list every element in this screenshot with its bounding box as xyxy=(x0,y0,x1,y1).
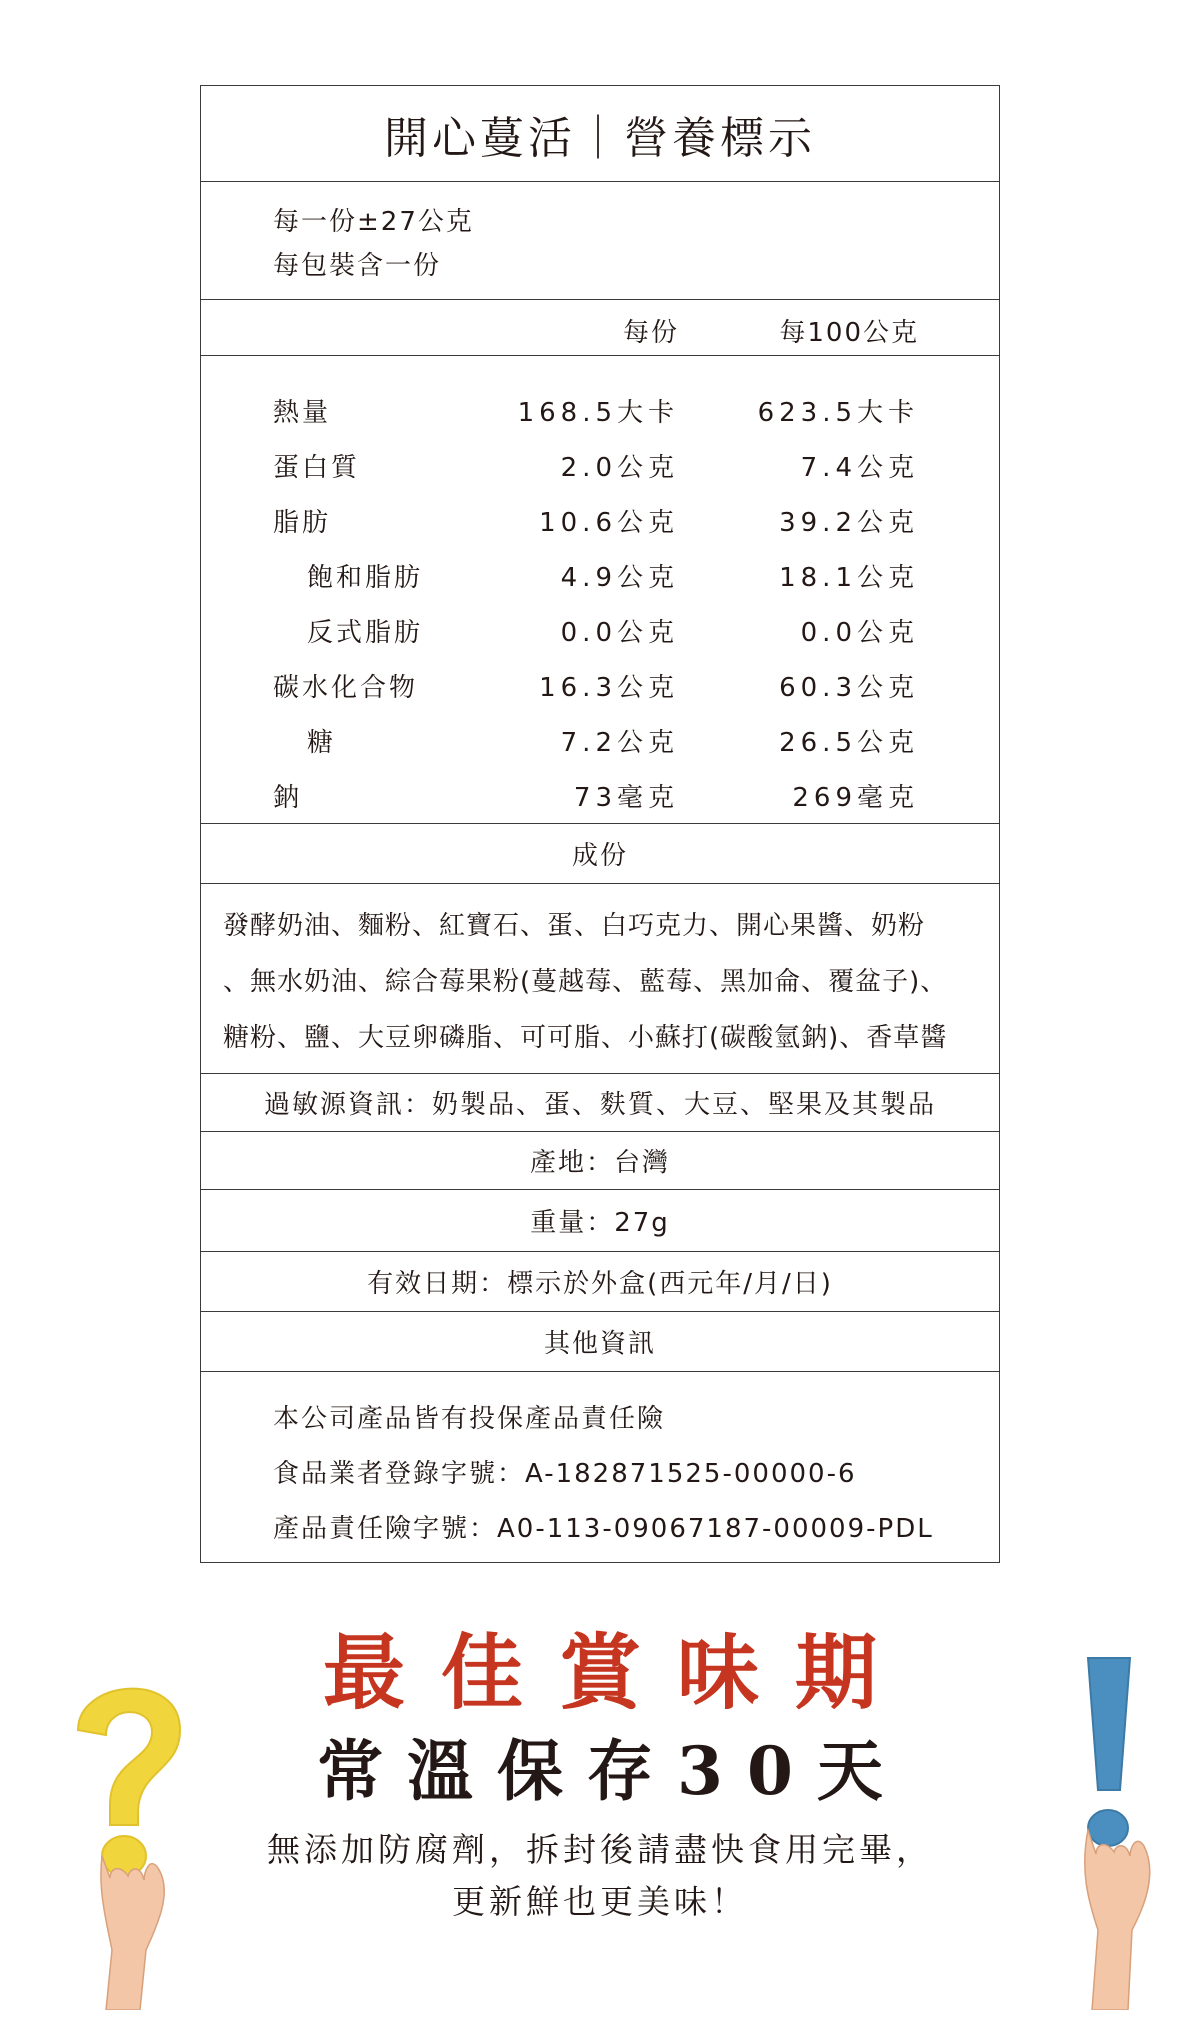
serving-size: 每一份±27公克 xyxy=(273,207,474,237)
nutrient-name: 反式脂肪 xyxy=(307,618,424,648)
allergen-info: 過敏源資訊：奶製品、蛋、麩質、大豆、堅果及其製品 xyxy=(201,1074,999,1132)
nutrient-table xyxy=(201,356,999,824)
nutrient-name: 脂肪 xyxy=(273,508,332,538)
storage-heading: 常溫保存30天 xyxy=(317,1732,907,1810)
nutrient-per-100g: 0.0公克 xyxy=(800,618,919,648)
nutrient-name: 飽和脂肪 xyxy=(307,563,424,593)
other-info-heading: 其他資訊 xyxy=(201,1312,999,1372)
nutrient-row xyxy=(201,767,999,822)
nutrient-row xyxy=(201,492,999,547)
note-line: 更新鮮也更美味！ xyxy=(452,1882,748,1921)
nutrient-per-100g: 623.5大卡 xyxy=(757,398,919,428)
other-info-list xyxy=(201,1372,999,1564)
exclamation-mark-hand-icon xyxy=(1040,1650,1170,2010)
nutrient-name: 蛋白質 xyxy=(273,453,361,483)
note-line: 無添加防腐劑，拆封後請盡快食用完畢， xyxy=(267,1830,933,1869)
serving-info xyxy=(201,182,999,300)
ingredients-list xyxy=(201,884,999,1074)
nutrient-per-serving: 7.2公克 xyxy=(560,728,679,758)
nutrient-per-serving: 168.5大卡 xyxy=(517,398,679,428)
expiry-info: 有效日期：標示於外盒(西元年/月/日) xyxy=(201,1252,999,1312)
nutrient-per-100g: 60.3公克 xyxy=(779,673,919,703)
other-info-line: 本公司產品皆有投保產品責任險 xyxy=(273,1404,666,1434)
nutrient-per-serving: 2.0公克 xyxy=(560,453,679,483)
nutrient-per-serving: 0.0公克 xyxy=(560,618,679,648)
ingredients-line: 發酵奶油、麵粉、紅寶石、蛋、白巧克力、開心果醬、奶粉 xyxy=(223,911,926,941)
nutrient-per-100g: 269毫克 xyxy=(792,783,919,813)
nutrient-row xyxy=(201,712,999,767)
other-info-line: 產品責任險字號：A0-113-09067187-00009-PDL xyxy=(273,1514,934,1544)
label-title: 開心蔓活｜營養標示 xyxy=(201,86,999,182)
nutrient-name: 熱量 xyxy=(273,398,332,428)
ingredients-line: 糖粉、鹽、大豆卵磷脂、可可脂、小蘇打(碳酸氫鈉)、香草醬 xyxy=(223,1023,948,1053)
nutrient-name: 碳水化合物 xyxy=(273,673,419,703)
servings-per-package: 每包裝含一份 xyxy=(273,251,442,281)
nutrient-per-100g: 18.1公克 xyxy=(779,563,919,593)
question-mark-hand-icon xyxy=(40,1650,200,2010)
nutrient-per-100g: 7.4公克 xyxy=(800,453,919,483)
column-headers xyxy=(201,300,999,356)
per-serving-header: 每份 xyxy=(622,318,679,348)
weight-info: 重量：27g xyxy=(201,1190,999,1252)
ingredients-heading: 成份 xyxy=(201,824,999,884)
other-info-line: 食品業者登錄字號：A-182871525-00000-6 xyxy=(273,1459,857,1489)
per-100g-header: 每100公克 xyxy=(779,318,919,348)
nutrient-per-serving: 73毫克 xyxy=(573,783,679,813)
origin-info: 產地：台灣 xyxy=(201,1132,999,1190)
nutrient-row xyxy=(201,382,999,437)
nutrition-label xyxy=(200,85,1000,1563)
nutrient-row xyxy=(201,657,999,712)
nutrient-row xyxy=(201,437,999,492)
nutrient-per-100g: 26.5公克 xyxy=(779,728,919,758)
nutrient-per-serving: 10.6公克 xyxy=(539,508,679,538)
ingredients-line: 、無水奶油、綜合莓果粉(蔓越莓、藍莓、黑加侖、覆盆子)、 xyxy=(223,967,948,997)
nutrient-name: 糖 xyxy=(307,728,337,758)
nutrient-row xyxy=(201,602,999,657)
nutrient-row xyxy=(201,547,999,602)
best-before-heading: 最佳賞味期 xyxy=(322,1625,913,1721)
nutrient-name: 鈉 xyxy=(273,783,303,813)
nutrient-per-serving: 4.9公克 xyxy=(560,563,679,593)
nutrient-per-100g: 39.2公克 xyxy=(779,508,919,538)
nutrient-per-serving: 16.3公克 xyxy=(539,673,679,703)
